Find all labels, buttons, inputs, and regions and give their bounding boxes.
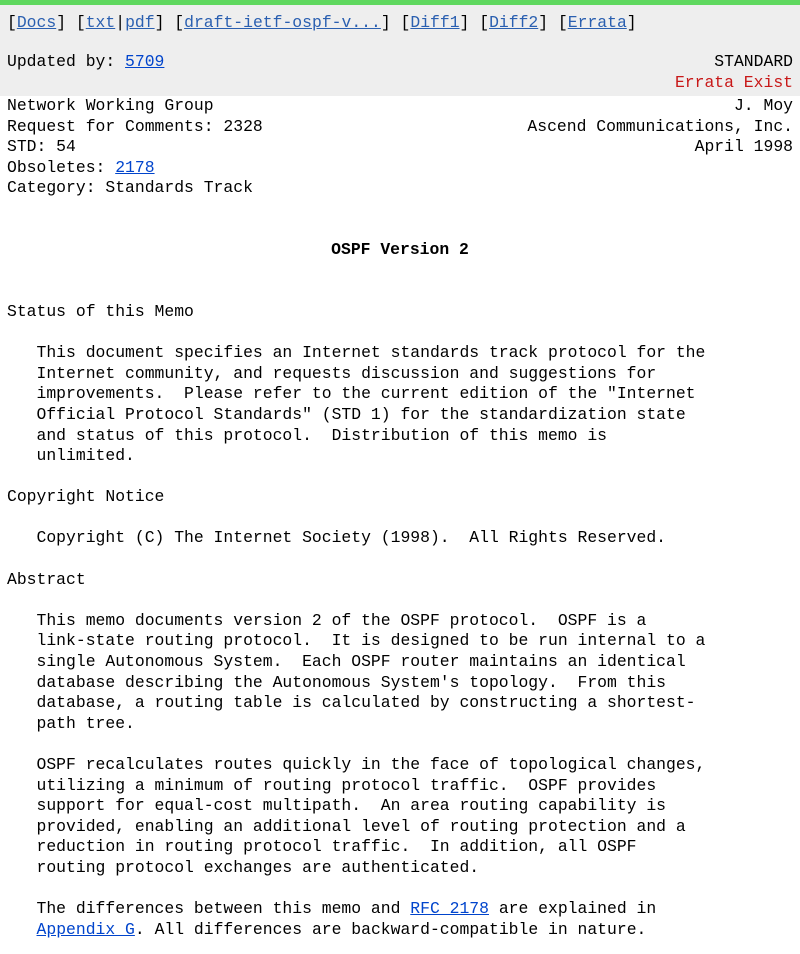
std-number: STD: 54 <box>7 137 76 157</box>
docs-link[interactable]: Docs <box>16 13 57 32</box>
header-line-1 <box>7 96 793 117</box>
obsoletes-label: Obsoletes: <box>7 157 116 177</box>
draft-link[interactable]: draft-ietf-ospf-v... <box>184 13 381 32</box>
header-line-4 <box>7 158 793 179</box>
header-line-3 <box>7 137 793 158</box>
date: April 1998 <box>694 137 793 157</box>
errata-exist-label: Errata Exist <box>674 72 793 92</box>
category-line: Category: Standards Track <box>7 178 253 198</box>
abstract-p3-c: . All differences are backward-compatible in nature. <box>134 919 647 939</box>
category-label: STANDARD <box>714 52 793 71</box>
copyright-heading: Copyright Notice <box>7 487 165 507</box>
status-row <box>7 52 793 73</box>
appendix-g-link[interactable]: Appendix G <box>36 919 135 939</box>
txt-link[interactable]: txt <box>85 13 116 32</box>
rfc-number: Request for Comments: 2328 <box>7 116 263 136</box>
abstract-p3-b: are explained in <box>498 899 657 919</box>
metadata-header <box>0 5 800 96</box>
rfc-2178-link[interactable]: RFC 2178 <box>410 899 489 919</box>
header-line-2 <box>7 117 793 138</box>
diff2-link[interactable]: Diff2 <box>489 13 539 32</box>
document-title: OSPF Version 2 <box>331 240 469 260</box>
diff1-link[interactable]: Diff1 <box>410 13 460 32</box>
author: J. Moy <box>733 96 793 115</box>
header-line-5 <box>7 178 793 199</box>
errata-row <box>7 73 793 94</box>
document-body <box>0 96 800 940</box>
doc-nav: [Docs] [txt|pdf] [draft-ietf-ospf-v...] [Diff1] [Diff2] [Errata] <box>7 13 637 32</box>
updated-by-link[interactable]: 5709 <box>125 52 165 71</box>
copyright-text: Copyright (C) The Internet Society (1998). All Rights Reserved. <box>7 528 667 548</box>
status-heading: Status of this Memo <box>7 301 194 321</box>
updated-by-label: Updated by: <box>7 52 126 71</box>
pdf-link[interactable]: pdf <box>125 13 155 32</box>
abstract-p3-a: The differences between this memo and <box>7 899 411 919</box>
abstract-heading: Abstract <box>7 569 86 589</box>
abstract-paragraph-2: OSPF recalculates routes quickly in the face of topological changes, utilizing a minimum of routing protocol traffic. OSPF provides support for equal-cost multipath. An area routing capability is provided, enabling an additional level of routing protection and a reduction in routing protocol traffic. In addition, all OSPF routing protocol exchanges are authenticated. <box>36 755 706 877</box>
abstract-paragraph-1: This memo documents version 2 of the OSPF protocol. OSPF is a link-state routing protocol. It is designed to be run internal to a single Autonomous System. Each OSPF router maintains an identical database describing the Autonomous System's topology. From this database, a routing table is calculated by constructing a shortest- path tree. <box>36 610 706 733</box>
status-text: This document specifies an Internet standards track protocol for the Internet community, and requests discussion and suggestions for improvements. Please refer to the current edition of the "Internet Official Protocol Standards" (STD 1) for the standardization state and status of this protocol. Distribution of this memo is unlimited. <box>36 343 706 466</box>
obsoletes-link[interactable]: 2178 <box>115 157 155 177</box>
working-group: Network Working Group <box>7 96 214 115</box>
errata-link[interactable]: Errata <box>567 13 627 32</box>
organization: Ascend Communications, Inc. <box>527 116 793 136</box>
